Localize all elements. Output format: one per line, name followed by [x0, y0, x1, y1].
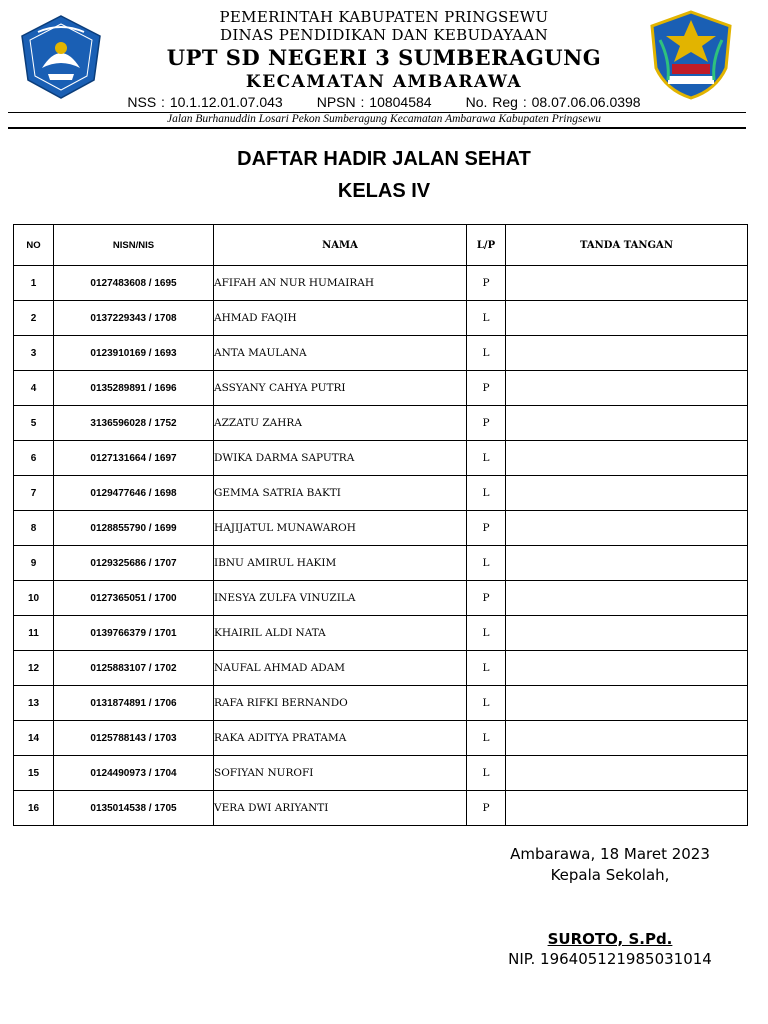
row-signature-cell: [506, 301, 748, 336]
row-lp: L: [467, 301, 506, 336]
row-nisn: 0124490973 / 1704: [54, 756, 214, 791]
row-signature-cell: [506, 406, 748, 441]
class-title: KELAS IV: [337, 180, 431, 202]
row-lp: L: [467, 721, 506, 756]
row-lp: L: [467, 476, 506, 511]
row-signature-cell: [506, 546, 748, 581]
row-no: 9: [14, 546, 54, 581]
school-identifiers: [0, 94, 768, 110]
table-row: [14, 441, 748, 476]
row-signature-cell: [506, 371, 748, 406]
npsn-number: NPSN : 10804584: [316, 94, 432, 110]
header-no: NO: [14, 225, 54, 266]
signature-role: Kepala Sekolah,: [550, 866, 670, 884]
row-lp: L: [467, 756, 506, 791]
row-signature-cell: [506, 791, 748, 826]
principal-name: SUROTO, S.Pd.: [547, 930, 673, 948]
row-nama: VERA DWI ARIYANTI: [214, 791, 467, 826]
school-name: UPT SD NEGERI 3 SUMBERAGUNG: [166, 45, 602, 70]
letterhead-divider-thick: [8, 127, 746, 129]
row-no: 5: [14, 406, 54, 441]
row-nisn: 0127483608 / 1695: [54, 266, 214, 301]
row-lp: L: [467, 616, 506, 651]
row-nama: INESYA ZULFA VINUZILA: [214, 581, 467, 616]
table-row: [14, 791, 748, 826]
row-nama: RAKA ADITYA PRATAMA: [214, 721, 467, 756]
row-no: 4: [14, 371, 54, 406]
row-nisn: 0139766379 / 1701: [54, 616, 214, 651]
row-nisn: 0127131664 / 1697: [54, 441, 214, 476]
table-row: [14, 616, 748, 651]
row-nama: AHMAD FAQIH: [214, 301, 467, 336]
department-name: DINAS PENDIDIKAN DAN KEBUDAYAAN: [220, 26, 548, 44]
nss-number: NSS : 10.1.12.01.07.043: [127, 94, 283, 110]
row-signature-cell: [506, 721, 748, 756]
row-signature-cell: [506, 266, 748, 301]
row-nisn: 0128855790 / 1699: [54, 511, 214, 546]
row-nisn: 0129477646 / 1698: [54, 476, 214, 511]
row-signature-cell: [506, 756, 748, 791]
row-nama: AZZATU ZAHRA: [214, 406, 467, 441]
row-lp: P: [467, 581, 506, 616]
table-header-row: [14, 225, 748, 266]
row-nama: SOFIYAN NUROFI: [214, 756, 467, 791]
school-address: Jalan Burhanuddin Losari Pekon Sumberagung Kecamatan Ambarawa Kabupaten Pringsewu: [166, 113, 601, 125]
row-signature-cell: [506, 651, 748, 686]
row-no: 13: [14, 686, 54, 721]
row-nisn: 0127365051 / 1700: [54, 581, 214, 616]
header-nama: NAMA: [214, 225, 467, 266]
registration-number: No. Reg : 08.07.06.06.0398: [465, 94, 641, 110]
table-row: [14, 721, 748, 756]
government-name: PEMERINTAH KABUPATEN PRINGSEWU: [219, 8, 549, 26]
table-row: [14, 756, 748, 791]
row-signature-cell: [506, 686, 748, 721]
row-no: 14: [14, 721, 54, 756]
row-lp: P: [467, 511, 506, 546]
row-nisn: 0131874891 / 1706: [54, 686, 214, 721]
row-nisn: 0135289891 / 1696: [54, 371, 214, 406]
table-row: [14, 476, 748, 511]
row-no: 3: [14, 336, 54, 371]
table-row: [14, 371, 748, 406]
row-nama: NAUFAL AHMAD ADAM: [214, 651, 467, 686]
document-title: DAFTAR HADIR JALAN SEHAT: [237, 148, 531, 170]
row-lp: P: [467, 266, 506, 301]
row-no: 1: [14, 266, 54, 301]
row-no: 10: [14, 581, 54, 616]
row-nisn: 0125883107 / 1702: [54, 651, 214, 686]
header-lp: L/P: [467, 225, 506, 266]
row-signature-cell: [506, 336, 748, 371]
row-nama: GEMMA SATRIA BAKTI: [214, 476, 467, 511]
table-row: [14, 581, 748, 616]
table-row: [14, 686, 748, 721]
district-name: KECAMATAN AMBARAWA: [245, 72, 523, 92]
row-nama: IBNU AMIRUL HAKIM: [214, 546, 467, 581]
row-lp: L: [467, 441, 506, 476]
row-nama: ANTA MAULANA: [214, 336, 467, 371]
table-row: [14, 651, 748, 686]
row-lp: L: [467, 651, 506, 686]
row-nama: DWIKA DARMA SAPUTRA: [214, 441, 467, 476]
row-no: 7: [14, 476, 54, 511]
row-nama: ASSYANY CAHYA PUTRI: [214, 371, 467, 406]
principal-nip: NIP. 196405121985031014: [508, 950, 712, 968]
row-nisn: 0129325686 / 1707: [54, 546, 214, 581]
table-row: [14, 511, 748, 546]
header-nisn: NISN/NIS: [54, 225, 214, 266]
row-lp: P: [467, 371, 506, 406]
row-lp: P: [467, 406, 506, 441]
row-nisn: 0125788143 / 1703: [54, 721, 214, 756]
row-nama: HAJIJATUL MUNAWAROH: [214, 511, 467, 546]
row-no: 2: [14, 301, 54, 336]
row-lp: L: [467, 686, 506, 721]
row-nisn: 3136596028 / 1752: [54, 406, 214, 441]
row-nisn: 0135014538 / 1705: [54, 791, 214, 826]
row-lp: L: [467, 336, 506, 371]
row-signature-cell: [506, 616, 748, 651]
row-no: 11: [14, 616, 54, 651]
row-nama: AFIFAH AN NUR HUMAIRAH: [214, 266, 467, 301]
row-lp: L: [467, 546, 506, 581]
row-no: 8: [14, 511, 54, 546]
row-nama: RAFA RIFKI BERNANDO: [214, 686, 467, 721]
table-row: [14, 546, 748, 581]
row-signature-cell: [506, 476, 748, 511]
row-nisn: 0123910169 / 1693: [54, 336, 214, 371]
table-row: [14, 336, 748, 371]
row-nama: KHAIRIL ALDI NATA: [214, 616, 467, 651]
table-row: [14, 266, 748, 301]
signature-place-date: Ambarawa, 18 Maret 2023: [510, 845, 710, 863]
header-signature: TANDA TANGAN: [506, 225, 748, 266]
row-no: 15: [14, 756, 54, 791]
row-no: 16: [14, 791, 54, 826]
row-signature-cell: [506, 441, 748, 476]
table-row: [14, 301, 748, 336]
row-no: 12: [14, 651, 54, 686]
letterhead: [0, 0, 768, 132]
attendance-table: [13, 224, 748, 826]
table-row: [14, 406, 748, 441]
row-signature-cell: [506, 511, 748, 546]
row-signature-cell: [506, 581, 748, 616]
row-lp: P: [467, 791, 506, 826]
row-no: 6: [14, 441, 54, 476]
row-nisn: 0137229343 / 1708: [54, 301, 214, 336]
